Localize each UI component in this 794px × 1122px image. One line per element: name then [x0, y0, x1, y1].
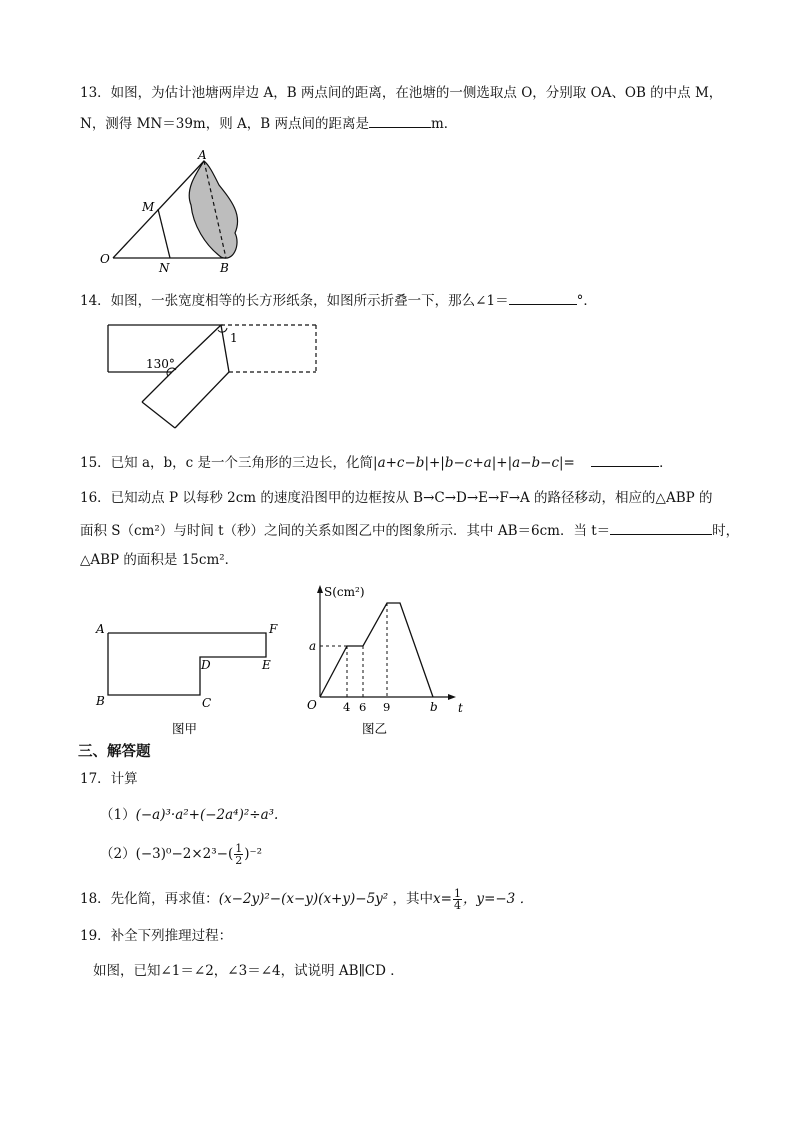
q13-line2: [80, 113, 457, 133]
q17-fraction: [234, 843, 243, 866]
pond-shape: [189, 161, 237, 258]
q16-line1: 16．已知动点 P 以每秒 2cm 的速度沿图甲的边框按从 B→C→D→E→F→A 的路径移动，相应的△ABP 的: [80, 490, 713, 506]
path-frame: [108, 633, 266, 695]
label-m: M: [142, 200, 155, 214]
q18-fraction: [453, 888, 462, 911]
y-axis-label: S(cm²): [324, 585, 365, 599]
q17-part1-label: （1）: [100, 807, 136, 823]
q17-frac-num: 1: [235, 842, 243, 855]
q18-pre: 18．先化简，再求值：: [80, 891, 219, 907]
folded-edge-top: [172, 325, 221, 372]
y-arrow: [317, 585, 323, 593]
q13-unit: m．: [430, 116, 458, 132]
q18-x: x=: [433, 891, 452, 907]
fig-a-label-a: A: [96, 622, 105, 636]
folded-edge-top-ext: [142, 372, 172, 402]
x-axis-label: t: [458, 701, 463, 715]
q13-line1: 13．如图，为估计池塘两岸边 A，B 两点间的距离，在池塘的一侧选取点 O，分别取 OA、OB 的中点 M，: [80, 85, 723, 101]
q17-part1: [100, 806, 278, 824]
answer-blank-16[interactable]: [610, 520, 712, 535]
q17-part2-expr-pre: (−3)⁰−2×2³−(: [135, 846, 234, 862]
q18-frac-den: 4: [453, 899, 461, 912]
label-n: N: [159, 261, 170, 275]
q17-frac-den: 2: [235, 854, 243, 867]
fig-a-label-d: D: [201, 658, 211, 672]
q15-line: [80, 452, 673, 472]
fig-a-label-c: C: [202, 696, 212, 710]
fig-a-caption: 图甲: [172, 721, 198, 736]
q15-end: ．: [659, 455, 673, 471]
q17-title: 17．计算: [80, 771, 138, 787]
answer-blank-15[interactable]: [591, 452, 659, 467]
q14-text: 14．如图，一张宽度相等的长方形纸条，如图所示折叠一下，那么∠1＝: [80, 293, 509, 309]
q19-title: 19．补全下列推理过程：: [80, 928, 233, 944]
label-o: O: [100, 252, 110, 266]
fig-a-label-e: E: [262, 658, 271, 672]
q14-line: [80, 290, 597, 310]
q18-mid: ，其中: [392, 891, 433, 907]
answer-blank-14[interactable]: [509, 290, 577, 305]
q18-line: [80, 888, 533, 911]
q16-line2: [80, 520, 739, 540]
folded-end: [142, 402, 175, 428]
section-heading: 三、解答题: [78, 744, 151, 760]
q13-pond-figure: [95, 145, 255, 275]
q17-part2-label: （2）: [100, 846, 136, 862]
q19-line2: 如图，已知∠1＝∠2，∠3＝∠4，试说明 AB∥CD ．: [93, 963, 404, 979]
label-a: A: [198, 148, 207, 162]
origin-label: O: [307, 698, 317, 712]
q15-expression: |a+c−b|+|b−c+a|+|a−b−c|=: [373, 455, 575, 471]
line-mn: [158, 209, 170, 258]
angle-130-label: 130°: [146, 357, 175, 371]
q17-part2-expr-post: )⁻²: [244, 846, 263, 862]
tick-b: b: [430, 700, 438, 714]
s-t-graph: [320, 603, 433, 697]
x-arrow: [448, 694, 456, 700]
tick-4: 4: [343, 700, 351, 714]
q14-unit: °．: [576, 293, 597, 309]
fig-b-caption: 图乙: [362, 721, 388, 736]
label-b: B: [220, 261, 229, 275]
q14-fold-figure: [100, 318, 325, 430]
answer-blank-13[interactable]: [369, 113, 431, 128]
angle-1-label: 1: [230, 331, 238, 345]
q17-part1-expr: (−a)³·a²+(−2a⁴)²÷a³.: [135, 807, 279, 823]
tick-a: a: [309, 639, 317, 653]
q15-text: 15．已知 a，b，c 是一个三角形的三边长，化简: [80, 455, 374, 471]
folded-edge-bottom: [175, 372, 229, 428]
fig-a-label-b: B: [96, 694, 105, 708]
q16-line2-text: 面积 S（cm²）与时间 t（秒）之间的关系如图乙中的图象所示．其中 AB＝6cm．当 t＝: [80, 523, 611, 539]
q16-line3: △ABP 的面积是 15cm²．: [80, 552, 239, 568]
fig-a-label-f: F: [269, 622, 278, 636]
q18-expr: (x−2y)²−(x−y)(x+y)−5y²: [218, 891, 389, 907]
tick-6: 6: [359, 700, 367, 714]
q18-frac-num: 1: [453, 887, 461, 900]
q17-part2: [100, 843, 262, 866]
q18-y: ，y=−3 ．: [462, 891, 534, 907]
q16-figure-b: [300, 582, 470, 740]
tick-9: 9: [383, 700, 391, 714]
q16-line2-end: 时，: [712, 523, 740, 539]
q16-figure-a: [90, 615, 290, 740]
q13-line2-text: N，测得 MN＝39m，则 A，B 两点间的距离是: [80, 116, 369, 132]
